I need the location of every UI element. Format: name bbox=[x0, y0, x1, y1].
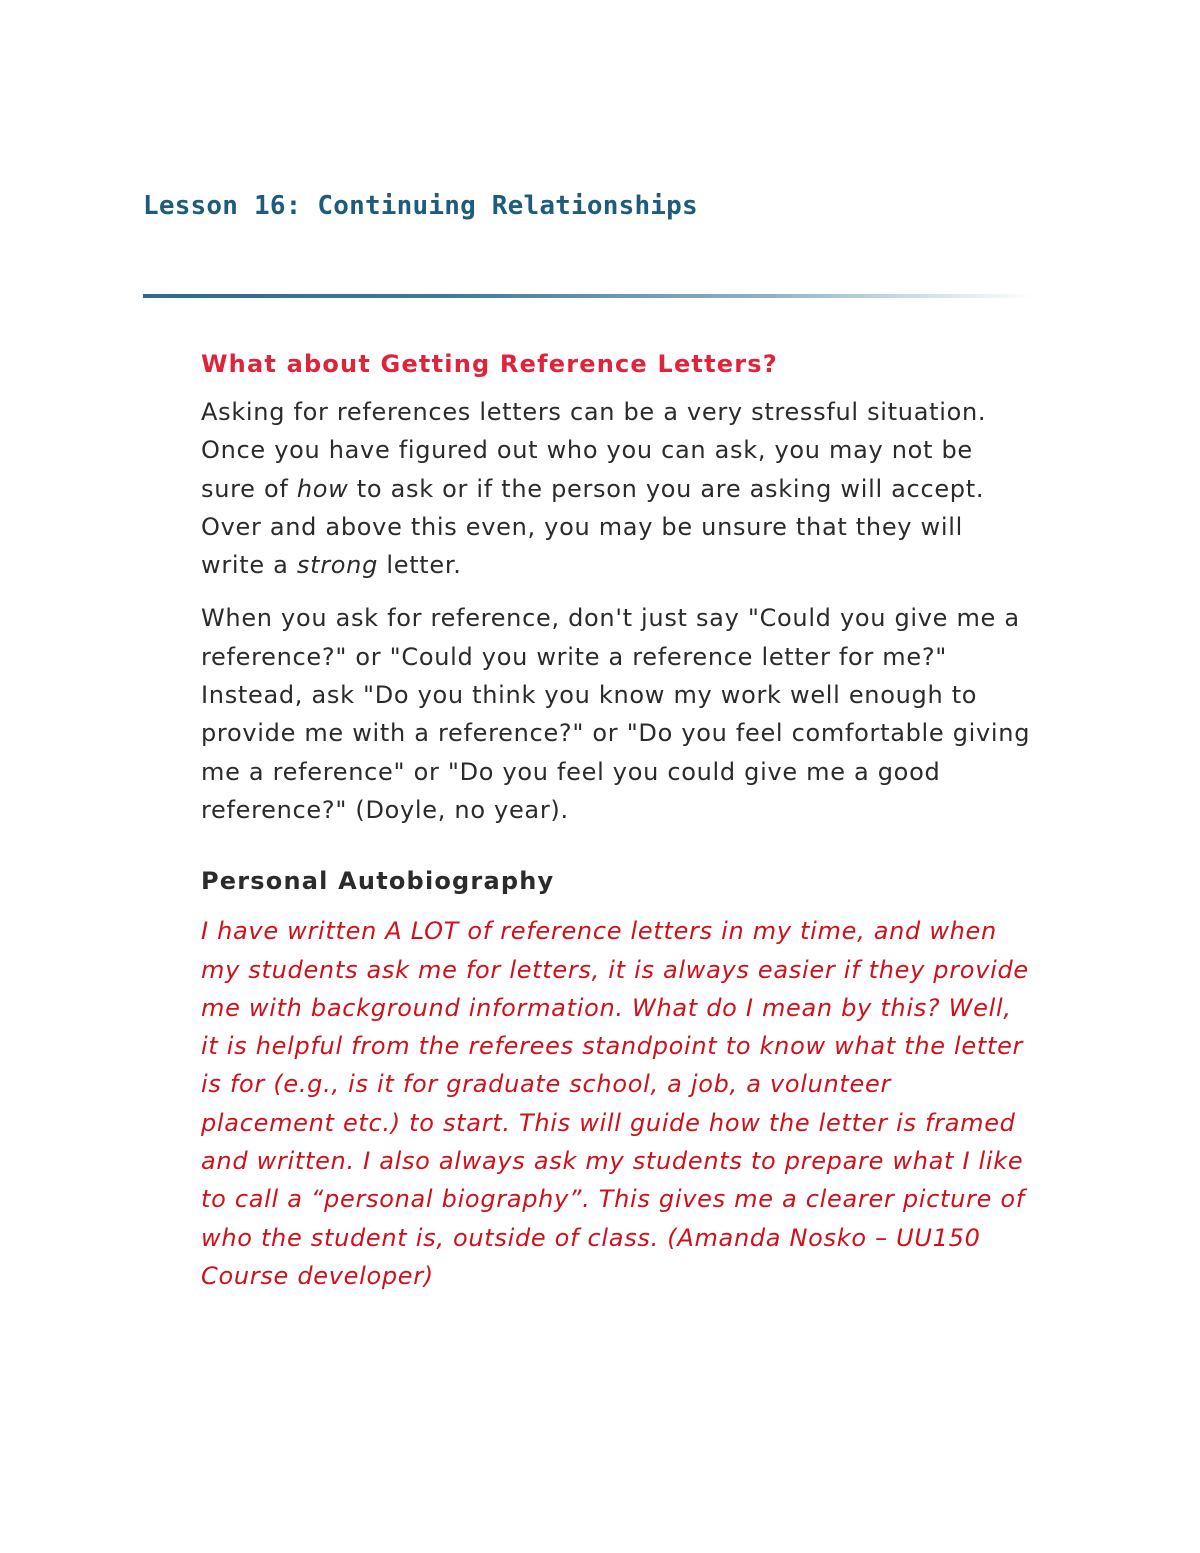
section-heading: What about Getting Reference Letters? bbox=[201, 350, 778, 378]
title-divider bbox=[143, 294, 1033, 298]
personal-autobiography-heading: Personal Autobiography bbox=[201, 867, 555, 896]
paragraph-1-emphasis-strong: strong bbox=[296, 551, 379, 580]
paragraph-1-text-a: Asking for references letters can be a very stressful situation. Once you have figured out who you can ask, you may not be sure of bbox=[201, 398, 987, 503]
body-paragraph-1 bbox=[201, 393, 1031, 584]
paragraph-1-text-b: to ask or if the person you are asking will accept. Over and above this even, you may be unsure that they will write a bbox=[201, 474, 985, 580]
body-paragraph-2: When you ask for reference, don't just say "Could you give me a reference?" or "Could you write a reference letter for me?" Instead, ask "Do you think you know my work well enough to provide me with a reference?" or "Do you feel comfortable giving me a reference" or "Do you feel you could give me a good reference?" (Doyle, no year). bbox=[201, 604, 1031, 824]
paragraph-1-emphasis-how: how bbox=[296, 474, 349, 503]
lesson-title: Lesson 16: Continuing Relationships bbox=[143, 191, 698, 221]
paragraph-1-text-c: letter. bbox=[378, 551, 462, 580]
author-aside-note: I have written A LOT of reference letters in my time, and when my students ask me for letters, it is always easier if they provide me with background information. What do I mean by this? Well, it is helpful from the referees standpoint to know what the letter is for (e.g., is it for graduate school, a job, a volunteer placement etc.) to start. This will guide how the letter is framed and written. I also always ask my students to prepare what I like to call a “personal biography”. This gives me a clearer picture of who the student is, outside of class. (Amanda Nosko – UU150 Course developer) bbox=[201, 917, 1029, 1290]
lesson-content bbox=[201, 345, 1031, 1295]
